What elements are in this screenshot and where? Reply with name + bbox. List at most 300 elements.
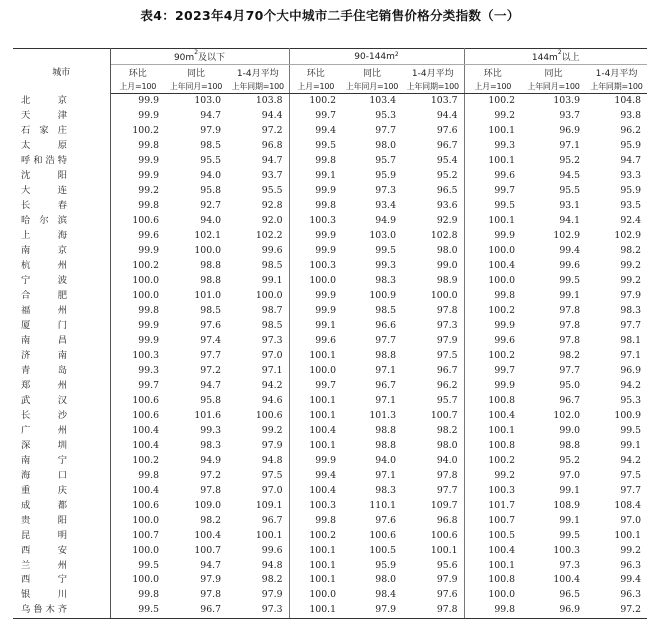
- index-value-cell: 94.2: [620, 454, 642, 466]
- city-cell: [13, 573, 110, 588]
- index-value-cell: 97.2: [227, 124, 289, 139]
- index-value-cell: 100.1: [309, 544, 336, 556]
- index-value-cell: 94.2: [620, 379, 642, 391]
- table-row: [13, 378, 647, 393]
- index-value-cell: 100.3: [309, 499, 336, 511]
- index-value-cell: 99.5: [494, 200, 516, 212]
- index-value-cell: 97.9: [200, 574, 221, 586]
- index-value-cell: 96.7: [402, 363, 464, 378]
- base-period-label: 上年同期=100: [402, 79, 464, 94]
- table-row: [13, 528, 647, 543]
- index-value-cell: 97.5: [227, 468, 289, 483]
- index-value-cell: 100.3: [309, 260, 336, 272]
- index-value-cell: 98.2: [620, 245, 642, 257]
- index-value-cell: 100.1: [614, 529, 642, 541]
- index-value-cell: 96.3: [620, 589, 642, 601]
- table-row: [13, 169, 647, 184]
- city-cell: [13, 348, 110, 363]
- subheader-label: 1-4月平均: [402, 65, 464, 80]
- index-value-cell: 101.6: [194, 409, 221, 421]
- index-value-cell: 95.3: [620, 394, 642, 406]
- index-value-cell: 99.2: [138, 185, 159, 197]
- index-value-cell: 100.1: [309, 409, 336, 421]
- city-cell: [13, 214, 110, 229]
- index-value-cell: 99.4: [315, 469, 336, 481]
- index-value-cell: 99.9: [315, 245, 336, 257]
- index-value-cell: 99.8: [315, 155, 336, 167]
- table-row: [13, 124, 647, 139]
- table-row: [13, 154, 647, 169]
- index-value-cell: 99.4: [315, 125, 336, 137]
- city-name: 济 南: [21, 349, 67, 361]
- table-row: [13, 468, 647, 483]
- index-value-cell: 97.7: [402, 483, 464, 498]
- city-name: 宁 波: [21, 275, 67, 287]
- index-value-cell: 99.1: [315, 170, 336, 182]
- index-value-cell: 102.8: [402, 229, 464, 244]
- city-cell: [13, 438, 110, 453]
- index-value-cell: 99.9: [138, 170, 159, 182]
- index-value-cell: 97.8: [559, 320, 581, 332]
- table-row: [13, 573, 647, 588]
- index-value-cell: 100.0: [309, 589, 336, 601]
- index-value-cell: 96.7: [559, 394, 581, 406]
- city-name: 南 京: [21, 245, 67, 257]
- index-value-cell: 93.8: [620, 110, 642, 122]
- index-value-cell: 99.5: [559, 529, 581, 541]
- group-header: $90m^2$及以下: [110, 49, 289, 65]
- index-value-cell: 99.9: [315, 185, 336, 197]
- index-value-cell: 94.0: [375, 454, 396, 466]
- city-cell: [13, 199, 110, 214]
- index-value-cell: 97.7: [200, 349, 221, 361]
- index-value-cell: 100.1: [402, 543, 464, 558]
- index-value-cell: 99.8: [464, 603, 521, 618]
- index-value-cell: 97.6: [200, 320, 221, 332]
- index-value-cell: 97.9: [620, 290, 642, 302]
- index-value-cell: 95.2: [559, 155, 581, 167]
- index-value-cell: 95.5: [227, 184, 289, 199]
- table-row: [13, 229, 647, 244]
- index-value-cell: 100.1: [488, 559, 516, 571]
- index-value-cell: 97.0: [559, 469, 581, 481]
- index-value-cell: 94.1: [559, 215, 581, 227]
- city-cell: [13, 229, 110, 244]
- index-value-cell: 97.8: [402, 603, 464, 618]
- city-name: 大 连: [21, 185, 67, 197]
- table-row: [13, 363, 647, 378]
- index-value-cell: 99.2: [494, 110, 516, 122]
- index-value-cell: 99.7: [315, 110, 336, 122]
- subheader-label: 同比: [362, 68, 381, 79]
- index-value-cell: 100.0: [309, 275, 336, 287]
- city-name: 北 京: [21, 95, 67, 107]
- index-value-cell: 100.2: [132, 125, 159, 137]
- index-value-cell: 92.8: [227, 199, 289, 214]
- index-value-cell: 97.1: [227, 363, 289, 378]
- index-value-cell: 94.9: [200, 454, 221, 466]
- index-value-cell: 97.3: [227, 334, 289, 349]
- table-row: [13, 438, 647, 453]
- index-value-cell: 98.3: [620, 305, 642, 317]
- index-value-cell: 100.2: [132, 260, 159, 272]
- index-value-cell: 98.9: [402, 274, 464, 289]
- index-value-cell: 98.0: [402, 244, 464, 259]
- index-value-cell: 99.8: [138, 140, 159, 152]
- index-value-cell: 100.6: [132, 409, 159, 421]
- index-value-cell: 110.1: [369, 499, 396, 511]
- index-value-cell: 104.8: [614, 95, 642, 107]
- city-name: 青 岛: [21, 364, 67, 376]
- city-name: 西 宁: [21, 574, 67, 586]
- city-cell: [13, 334, 110, 349]
- index-value-cell: 96.2: [620, 125, 642, 137]
- index-value-cell: 102.0: [553, 409, 581, 421]
- index-value-cell: 94.2: [227, 378, 289, 393]
- index-value-cell: 100.0: [132, 544, 159, 556]
- index-value-cell: 99.3: [138, 364, 159, 376]
- city-name: 银 川: [21, 589, 67, 601]
- index-value-cell: 100.2: [488, 454, 516, 466]
- index-value-cell: 97.9: [402, 334, 464, 349]
- index-value-cell: 101.0: [194, 290, 221, 302]
- index-value-cell: 99.5: [375, 245, 396, 257]
- index-value-cell: 100.2: [488, 305, 516, 317]
- index-value-cell: 96.9: [620, 364, 642, 376]
- city-name: 南 昌: [21, 334, 67, 346]
- base-period-label: 上月=100: [110, 79, 165, 94]
- city-name: 深 圳: [21, 439, 67, 451]
- index-value-cell: 95.5: [559, 185, 581, 197]
- index-value-cell: 99.9: [138, 334, 159, 346]
- index-value-cell: 99.5: [620, 424, 642, 436]
- index-value-cell: 100.9: [614, 409, 642, 421]
- table-row: [13, 199, 647, 214]
- index-value-cell: 93.7: [227, 169, 289, 184]
- index-value-cell: 97.2: [200, 469, 221, 481]
- index-value-cell: 100.4: [309, 484, 336, 496]
- index-value-cell: 95.9: [375, 559, 396, 571]
- index-value-cell: 93.6: [402, 199, 464, 214]
- index-value-cell: 97.9: [227, 438, 289, 453]
- index-value-cell: 95.2: [402, 169, 464, 184]
- index-value-cell: 98.2: [559, 349, 581, 361]
- index-value-cell: 95.9: [620, 185, 642, 197]
- index-value-cell: 94.4: [402, 109, 464, 124]
- index-value-cell: 100.8: [488, 394, 516, 406]
- table-row: [13, 184, 647, 199]
- table-row: [13, 109, 647, 124]
- index-value-cell: 99.9: [315, 454, 336, 466]
- index-value-cell: 100.1: [309, 559, 336, 571]
- table-row: [13, 513, 647, 528]
- city-name: 乌鲁木齐: [21, 604, 67, 616]
- index-value-cell: 100.1: [309, 394, 336, 406]
- city-cell: [13, 259, 110, 274]
- index-value-cell: 99.9: [138, 245, 159, 257]
- index-value-cell: 94.7: [200, 559, 221, 571]
- index-value-cell: 100.0: [309, 364, 336, 376]
- index-value-cell: 98.3: [375, 484, 396, 496]
- index-value-cell: 99.3: [494, 140, 516, 152]
- index-value-cell: 99.2: [620, 544, 642, 556]
- page-title: 表4：2023年4月70个大中城市二手住宅销售价格分类指数（一）: [140, 8, 520, 23]
- index-value-cell: 99.0: [402, 259, 464, 274]
- city-cell: [13, 304, 110, 319]
- index-value-cell: 97.7: [620, 320, 642, 332]
- index-value-cell: 99.8: [138, 305, 159, 317]
- table-row: [13, 94, 647, 109]
- index-value-cell: 100.1: [309, 439, 336, 451]
- index-value-cell: 100.3: [488, 484, 516, 496]
- index-value-cell: 102.9: [553, 230, 581, 242]
- city-name: 厦 门: [21, 320, 67, 332]
- index-value-cell: 100.1: [309, 349, 336, 361]
- index-value-cell: 99.6: [138, 230, 159, 242]
- index-value-cell: 99.1: [620, 439, 642, 451]
- price-index-table: [13, 48, 647, 619]
- index-value-cell: 99.9: [494, 379, 516, 391]
- index-value-cell: 99.6: [559, 260, 581, 272]
- index-value-cell: 100.7: [194, 544, 221, 556]
- index-value-cell: 97.7: [375, 334, 396, 346]
- index-value-cell: 99.9: [138, 95, 159, 107]
- city-name: 上 海: [21, 230, 67, 242]
- city-name: 南 宁: [21, 454, 67, 466]
- index-value-cell: 98.8: [200, 260, 221, 272]
- table-row: [13, 304, 647, 319]
- city-name: 兰 州: [21, 559, 67, 571]
- table-row: [13, 319, 647, 334]
- index-value-cell: 99.2: [494, 469, 516, 481]
- index-value-cell: 99.9: [138, 110, 159, 122]
- index-value-cell: 97.1: [375, 364, 396, 376]
- index-value-cell: 97.0: [227, 483, 289, 498]
- index-value-cell: 100.7: [132, 529, 159, 541]
- base-period-label: 上年同月=100: [165, 79, 227, 94]
- index-value-cell: 93.4: [375, 200, 396, 212]
- index-value-cell: 99.5: [138, 559, 159, 571]
- index-value-cell: 98.5: [200, 305, 221, 317]
- index-value-cell: 100.2: [309, 95, 336, 107]
- index-value-cell: 100.0: [132, 290, 159, 302]
- city-cell: [13, 274, 110, 289]
- index-value-cell: 97.8: [200, 484, 221, 496]
- index-value-cell: 99.0: [559, 424, 581, 436]
- index-value-cell: 99.2: [227, 423, 289, 438]
- index-value-cell: 109.1: [227, 498, 289, 513]
- index-value-cell: 96.6: [375, 320, 396, 332]
- index-value-cell: 96.7: [402, 139, 464, 154]
- index-value-cell: 100.0: [132, 275, 159, 287]
- index-value-cell: 97.6: [402, 124, 464, 139]
- index-value-cell: 100.6: [402, 528, 464, 543]
- index-value-cell: 100.3: [132, 349, 159, 361]
- index-value-cell: 101.7: [488, 499, 516, 511]
- index-value-cell: 99.6: [227, 244, 289, 259]
- index-value-cell: 93.7: [559, 110, 581, 122]
- index-value-cell: 98.5: [227, 259, 289, 274]
- index-value-cell: 100.1: [488, 155, 516, 167]
- city-cell: [13, 453, 110, 468]
- subheader-label: 1-4月平均: [227, 65, 289, 80]
- index-value-cell: 97.9: [200, 125, 221, 137]
- index-value-cell: 95.7: [402, 393, 464, 408]
- city-cell: [13, 513, 110, 528]
- index-value-cell: 100.4: [488, 544, 516, 556]
- index-value-cell: 100.1: [488, 215, 516, 227]
- index-value-cell: 97.8: [559, 305, 581, 317]
- index-value-cell: 99.8: [315, 200, 336, 212]
- index-value-cell: 97.3: [375, 185, 396, 197]
- index-value-cell: 99.9: [494, 320, 516, 332]
- index-value-cell: 98.0: [402, 438, 464, 453]
- index-value-cell: 100.4: [553, 574, 581, 586]
- index-value-cell: 97.8: [559, 334, 581, 346]
- index-value-cell: 99.9: [315, 230, 336, 242]
- index-value-cell: 97.7: [620, 484, 642, 496]
- index-value-cell: 99.6: [494, 170, 516, 182]
- table-row: [13, 334, 647, 349]
- index-value-cell: 93.3: [620, 170, 642, 182]
- index-value-cell: 93.1: [559, 200, 581, 212]
- city-cell: [13, 528, 110, 543]
- table-row: [13, 483, 647, 498]
- city-name: 海 口: [21, 469, 67, 481]
- index-value-cell: 95.8: [200, 394, 221, 406]
- index-value-cell: 99.5: [559, 275, 581, 287]
- index-value-cell: 98.2: [200, 514, 221, 526]
- index-value-cell: 97.8: [402, 304, 464, 319]
- index-value-cell: 103.0: [369, 230, 396, 242]
- city-name: 贵 阳: [21, 514, 67, 526]
- city-cell: [13, 109, 110, 124]
- index-value-cell: 100.1: [488, 125, 516, 137]
- table-row: [13, 603, 647, 618]
- index-value-cell: 95.0: [559, 379, 581, 391]
- index-value-cell: 97.6: [402, 588, 464, 603]
- index-value-cell: 98.2: [402, 423, 464, 438]
- city-cell: [13, 154, 110, 169]
- index-value-cell: 99.2: [620, 275, 642, 287]
- city-name: 昆 明: [21, 529, 67, 541]
- index-value-cell: 102.1: [194, 230, 221, 242]
- city-name: 重 庆: [21, 484, 67, 496]
- index-value-cell: 99.8: [138, 200, 159, 212]
- index-value-cell: 98.5: [200, 140, 221, 152]
- index-value-cell: 99.1: [559, 484, 581, 496]
- city-name: 武 汉: [21, 394, 67, 406]
- index-value-cell: 97.1: [375, 469, 396, 481]
- index-value-cell: 100.4: [132, 439, 159, 451]
- index-value-cell: 97.9: [342, 603, 402, 618]
- index-value-cell: 97.7: [375, 125, 396, 137]
- index-value-cell: 99.4: [620, 574, 642, 586]
- index-value-cell: 100.0: [488, 275, 516, 287]
- index-value-cell: 97.3: [559, 559, 581, 571]
- index-value-cell: 103.7: [402, 94, 464, 109]
- index-value-cell: 100.4: [309, 424, 336, 436]
- index-value-cell: 99.8: [138, 589, 159, 601]
- index-value-cell: 99.8: [315, 514, 336, 526]
- index-value-cell: 109.0: [194, 499, 221, 511]
- table-row: [13, 408, 647, 423]
- index-value-cell: 102.2: [227, 229, 289, 244]
- index-value-cell: 96.7: [375, 379, 396, 391]
- index-value-cell: 92.4: [620, 215, 642, 227]
- index-value-cell: 100.1: [488, 424, 516, 436]
- index-value-cell: 96.3: [620, 559, 642, 571]
- index-value-cell: 99.5: [315, 140, 336, 152]
- city-cell: [13, 558, 110, 573]
- index-value-cell: 97.7: [559, 364, 581, 376]
- city-name: 合 肥: [21, 290, 67, 302]
- index-value-cell: 100.0: [132, 514, 159, 526]
- city-name: 沈 阳: [21, 170, 67, 182]
- city-name: 天 津: [21, 110, 67, 122]
- city-cell: [13, 184, 110, 199]
- index-value-cell: 97.8: [402, 468, 464, 483]
- index-value-cell: 99.7: [494, 185, 516, 197]
- index-value-cell: 100.4: [194, 529, 221, 541]
- index-value-cell: 98.0: [375, 574, 396, 586]
- index-value-cell: 103.8: [227, 94, 289, 109]
- index-value-cell: 101.3: [369, 409, 396, 421]
- city-cell: [13, 498, 110, 513]
- table-row: [13, 259, 647, 274]
- index-value-cell: 100.6: [369, 529, 396, 541]
- city-name: 成 都: [21, 499, 67, 511]
- index-value-cell: 96.7: [227, 513, 289, 528]
- index-value-cell: 102.9: [614, 230, 642, 242]
- index-value-cell: 94.7: [200, 379, 221, 391]
- index-value-cell: 100.2: [309, 529, 336, 541]
- index-value-cell: 96.9: [521, 603, 586, 618]
- index-value-cell: 95.8: [200, 185, 221, 197]
- index-value-cell: 98.1: [620, 334, 642, 346]
- index-value-cell: 98.8: [375, 424, 396, 436]
- table-row: [13, 558, 647, 573]
- index-value-cell: 100.6: [132, 215, 159, 227]
- index-value-cell: 96.7: [165, 603, 227, 618]
- index-value-cell: 92.9: [402, 214, 464, 229]
- city-cell: [13, 588, 110, 603]
- city-name: 长 春: [21, 200, 67, 212]
- index-value-cell: 94.8: [227, 558, 289, 573]
- index-value-cell: 95.9: [620, 140, 642, 152]
- index-value-cell: 94.0: [200, 170, 221, 182]
- city-cell: [13, 244, 110, 259]
- index-value-cell: 93.5: [620, 200, 642, 212]
- city-name: 福 州: [21, 305, 67, 317]
- table-row: [13, 393, 647, 408]
- city-cell: [13, 483, 110, 498]
- index-value-cell: 99.1: [559, 290, 581, 302]
- index-value-cell: 98.8: [375, 349, 396, 361]
- index-value-cell: 94.7: [200, 110, 221, 122]
- index-value-cell: 100.6: [132, 394, 159, 406]
- index-value-cell: 94.0: [402, 453, 464, 468]
- table-row: [13, 274, 647, 289]
- index-value-cell: 98.8: [200, 275, 221, 287]
- index-value-cell: 98.8: [375, 439, 396, 451]
- city-name: 郑 州: [21, 379, 67, 391]
- index-value-cell: 97.3: [227, 603, 289, 618]
- index-value-cell: 100.8: [488, 574, 516, 586]
- index-value-cell: 98.7: [227, 304, 289, 319]
- table-row: [13, 214, 647, 229]
- index-value-cell: 97.0: [227, 348, 289, 363]
